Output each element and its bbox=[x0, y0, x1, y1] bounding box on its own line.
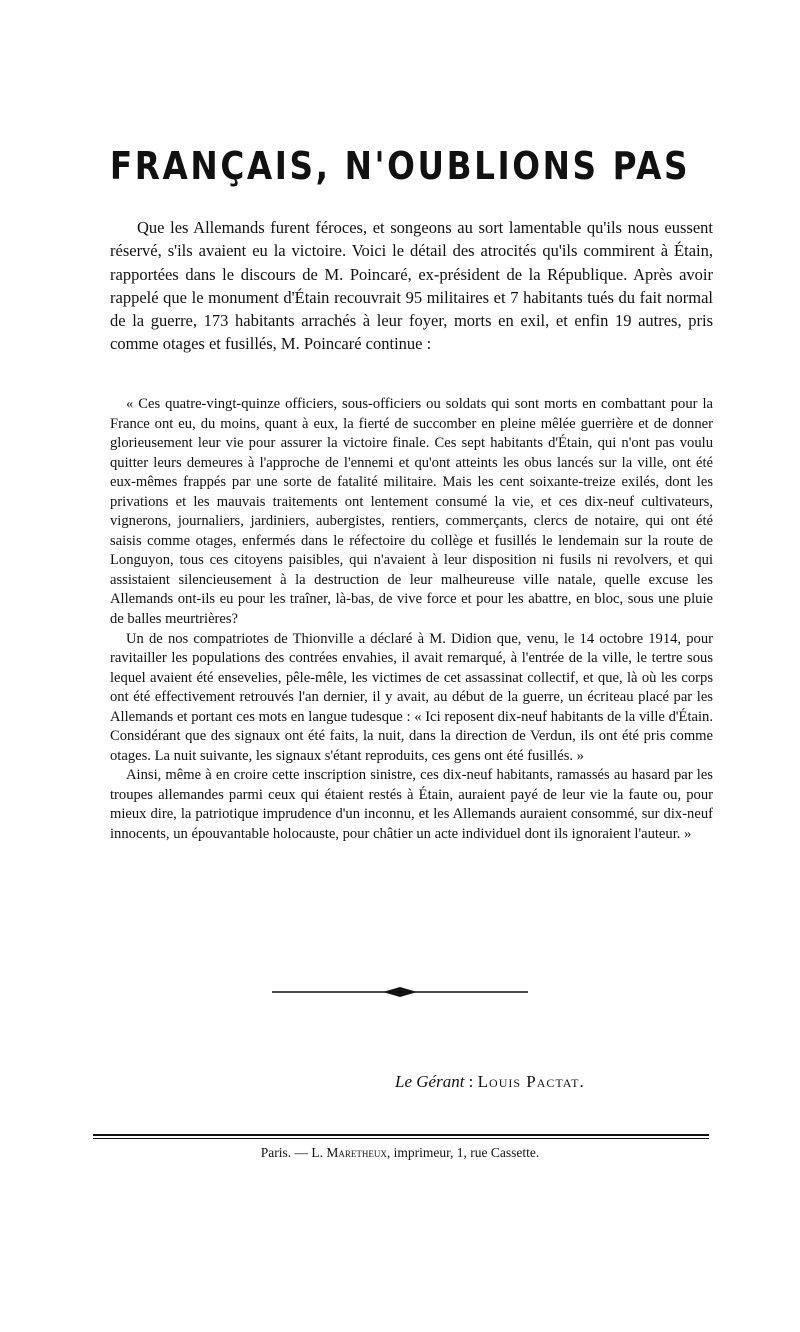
quoted-speech bbox=[110, 395, 713, 845]
quote-paragraph: « Ces quatre-vingt-quinze officiers, sous-officiers ou soldats qui sont morts en combattant pour la France ont eu, du moins, quant à eux, la fierté de succomber en pleine mêlée guerrière et de donner glorieusement leur vie pour assurer la victoire finale. Ces sept habitants d'Étain, qui n'ont pas voulu quitter leurs demeures à l'approche de l'ennemi et qu'ont atteints les obus lancés sur la ville, ont été eux-mêmes frappés par une sorte de fatalité militaire. Mais les cent soixante-treize exilés, dont les privations et les mauvais traitements ont lentement consumé la vie, et ces dix-neuf cultivateurs, vignerons, journaliers, jardiniers, aubergistes, rentiers, commerçants, clercs de notaire, qui ont été saisis comme otages, enfermés dans le réfectoire du collège et fusillés le lendemain sur la route de Longuyon, tous ces citoyens paisibles, qui n'avaient à leur disposition ni fusils ni revolvers, et qui assistaient silencieusement à la destruction de leur malheureuse ville natale, quelle excuse les Allemands ont-ils eu pour les traîner, là-bas, de vive force et pour les abattre, en bloc, sous une pluie de balles meurtrières? bbox=[110, 396, 713, 628]
page-title: FRANÇAIS, N'OUBLIONS PAS bbox=[109, 144, 691, 188]
footer-rule bbox=[93, 1134, 709, 1136]
signature-name: Louis Pactat. bbox=[477, 1072, 585, 1091]
intro-paragraph: Que les Allemands furent féroces, et songeons au sort lamentable qu'ils nous eussent réservé, s'ils avaient eu la victoire. Voici le détail des atrocités qu'ils commirent à Étain, rapportées dans le discours de M. Poincaré, ex-président de la République. Après avoir rappelé que le monument d'Étain recouvrait 95 militaires et 7 habitants tués du fait normal de la guerre, 173 habitants arrachés à leur foyer, morts en exil, et enfin 19 autres, pris comme otages et fusillés, M. Poincaré continue : bbox=[110, 218, 713, 354]
printer-imprint bbox=[0, 1144, 800, 1162]
printer-address: , imprimeur, 1, rue Cassette. bbox=[386, 1145, 540, 1160]
quote-paragraph: Ainsi, même à en croire cette inscription sinistre, ces dix-neuf habitants, ramassés au hasard par les troupes allemandes parmi ceux qui étaient restés à Étain, auraient payé de leur vie la faute ou, pour mieux dire, la patriotique imprudence d'un inconnu, et les Allemands auraient consommé, sur dix-neuf innocents, un épouvantable holocauste, pour châtier un acte individuel dont ils ignoraient l'auteur. » bbox=[110, 767, 713, 843]
printer-name: Maretheux bbox=[326, 1145, 387, 1160]
signature-separator: : bbox=[464, 1072, 478, 1091]
ornamental-separator bbox=[0, 985, 800, 999]
printer-city: Paris. — L. bbox=[260, 1145, 327, 1160]
quote-paragraph: Un de nos compatriotes de Thionville a déclaré à M. Didion que, venu, le 14 octobre 1914, pour ravitailler les populations des contrées envahies, il avait remarqué, à l'entrée de la ville, le tertre sous lequel avaient été ensevelies, pêle-mêle, les victimes de cet assassinat collectif, et que, là où les corps ont été effectivement retrouvés l'an dernier, il y avait, au début de la guerre, un écriteau placé par les Allemands et portant ces mots en langue tudesque : « Ici reposent dix-neuf habitants de la ville d'Étain. Considérant que des signaux ont été faits, la nuit, dans la direction de Verdun, ils ont été pris comme otages. La nuit suivante, les signaux s'étant reproduits, ces gens ont été fusillés. » bbox=[110, 630, 713, 764]
signature-role: Le Gérant bbox=[395, 1072, 465, 1091]
signature bbox=[395, 1070, 585, 1094]
footer-rule-thin bbox=[93, 1138, 709, 1139]
